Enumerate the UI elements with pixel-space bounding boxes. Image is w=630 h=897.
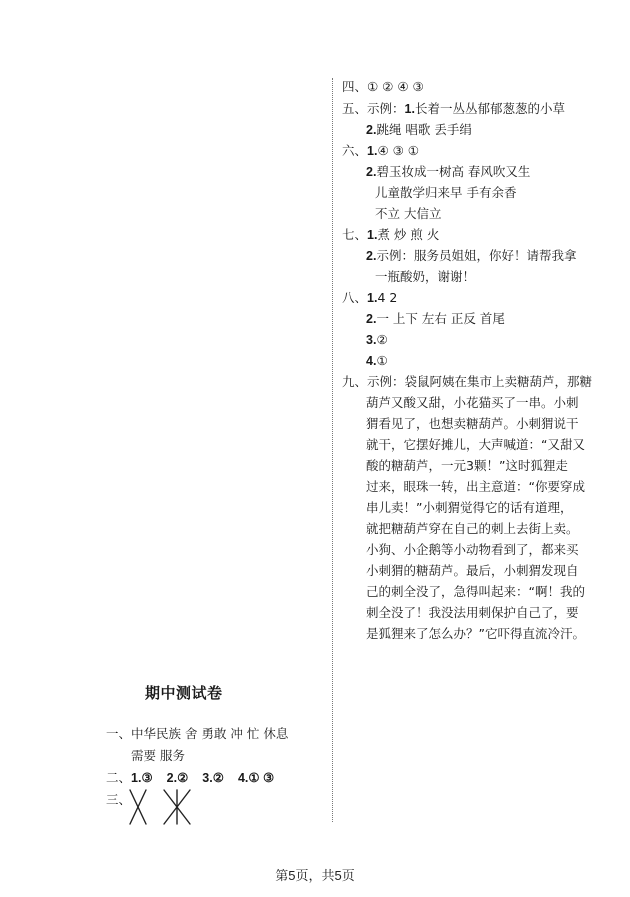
- answer-7-2-num: 2.: [366, 249, 377, 263]
- answer-8-1-num: 1.: [367, 291, 378, 305]
- answer-7-2-text: 示例：服务员姐姐，你好！请帮我拿: [376, 248, 577, 263]
- answer-8-4-text: ①: [376, 353, 388, 368]
- essay-line: 小狗、小企鹅等小动物看到了，都来买: [366, 542, 579, 557]
- answer-7-1-text: 煮 炒 煎 火: [377, 227, 440, 242]
- essay-line: 刺全没了！我没法用刺保护自己了，要: [366, 605, 579, 620]
- answer-6-2-text: 碧玉妆成一树高 春风吹又生: [376, 164, 531, 179]
- answer-6-2-line2: 儿童散学归来早 手有余香: [375, 185, 517, 200]
- answer-5-1-num: 1.: [404, 102, 415, 116]
- answer-6-1: [342, 143, 419, 159]
- essay-line: 是狐狸来了怎么办？”它吓得直流冷汗。: [366, 626, 585, 641]
- answer-7-1-num: 1.: [367, 228, 378, 242]
- answer-5-2-num: 2.: [366, 123, 377, 137]
- answer-8-3: [366, 332, 388, 348]
- answer-4: 四、① ② ④ ③: [342, 79, 424, 94]
- essay-line: 酸的糖葫芦，一元3颗！”这时狐狸走: [366, 458, 568, 473]
- answer-6-2: [366, 164, 530, 180]
- essay-line: 葫芦又酸又甜，小花猫买了一串。小刺: [366, 395, 579, 410]
- answer-3-prefix: 三、: [106, 792, 132, 807]
- answer-1-line2: 需要 服务: [131, 748, 185, 763]
- essay-line: 过来，眼珠一转，出主意道：“你要穿成: [366, 479, 585, 494]
- answer-2-item: 1.③: [131, 771, 153, 785]
- answer-5-1: [342, 101, 565, 117]
- answer-8-prefix: 八、: [342, 290, 368, 305]
- column-divider: [332, 78, 333, 822]
- answer-8-1-text: 4 2: [377, 290, 398, 305]
- essay-line: 串儿卖！”小刺猬觉得它的话有道理，: [366, 500, 573, 515]
- answer-7-2-line2: 一瓶酸奶，谢谢！: [375, 269, 476, 284]
- answer-2-item: 2.②: [166, 771, 189, 785]
- essay-line: 己的刺全没了，急得叫起来：“啊！我的: [366, 584, 585, 599]
- answer-7-1: [342, 227, 439, 243]
- answer-6-1-text: ④ ③ ①: [377, 143, 420, 158]
- essay-line: 就把糖葫芦穿在自己的刺上去街上卖。: [366, 521, 579, 536]
- answer-5-1-text: 长着一丛丛郁郁葱葱的小草: [414, 101, 565, 116]
- answer-6-2-line3: 不立 大信立: [375, 206, 442, 221]
- answer-5-2-text: 跳绳 唱歌 丢手绢: [376, 122, 472, 137]
- answer-6-prefix: 六、: [342, 143, 368, 158]
- answer-2-item: 4.① ③: [237, 771, 275, 785]
- answer-8-2: [366, 311, 505, 327]
- answer-8-3-num: 3.: [366, 333, 377, 347]
- essay-line: 就干，它摆好摊儿，大声喊道：“又甜又: [366, 437, 585, 452]
- answer-6-2-num: 2.: [366, 165, 377, 179]
- answer-8-1: [342, 290, 397, 306]
- answer-2-prefix: 二、: [106, 770, 132, 785]
- essay-line: 猬看见了，也想卖糖葫芦。小刺猬说干: [366, 416, 579, 431]
- essay-line: 小刺猬的糖葫芦。最后，小刺猬发现自: [366, 563, 579, 578]
- answer-8-4: [366, 353, 388, 369]
- answer-8-3-text: ②: [376, 332, 388, 347]
- answer-5-prefix: 五、示例：: [342, 101, 405, 116]
- answer-8-2-text: 一 上下 左右 正反 首尾: [376, 311, 505, 326]
- answer-8-4-num: 4.: [366, 354, 377, 368]
- answer-2: [106, 770, 274, 786]
- essay-line: 九、示例：袋鼠阿姨在集市上卖糖葫芦，那糖: [342, 374, 593, 389]
- answer-7-2: [366, 248, 576, 264]
- matching-lines-diagram: [126, 786, 196, 828]
- answer-5-2: [366, 122, 472, 138]
- answer-8-2-num: 2.: [366, 312, 377, 326]
- section-title: 期中测试卷: [145, 684, 223, 702]
- answer-6-1-num: 1.: [367, 144, 378, 158]
- page-footer: 第5页，共5页: [275, 868, 355, 883]
- answer-2-item: 3.②: [202, 771, 224, 785]
- answer-1: 一、中华民族 舍 勇敢 冲 忙 休息: [106, 726, 289, 741]
- answer-7-prefix: 七、: [342, 227, 368, 242]
